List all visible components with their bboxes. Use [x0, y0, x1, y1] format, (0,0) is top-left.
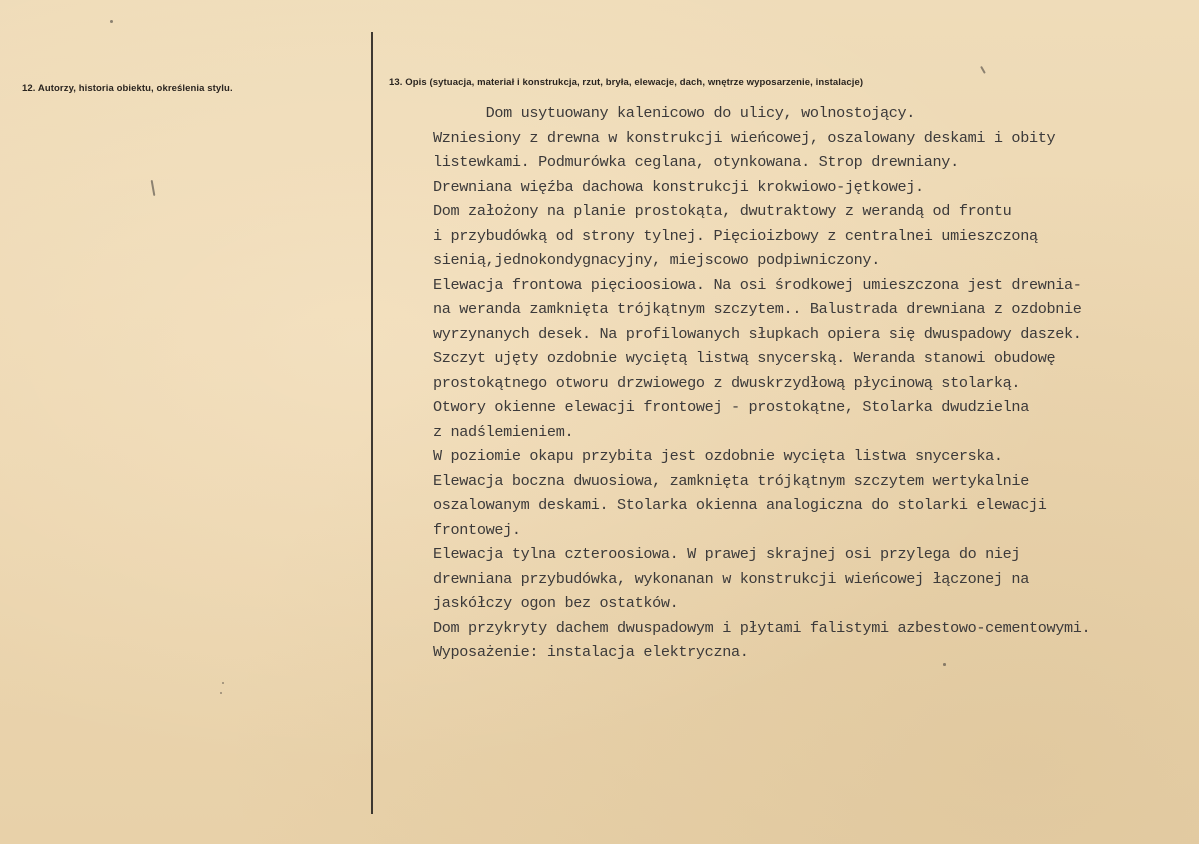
description-line: Szczyt ujęty ozdobnie wyciętą listwą snycerską. Weranda stanowi obudowę — [433, 349, 1056, 367]
description-line: Wyposażenie: instalacja elektryczna. — [433, 643, 749, 661]
description-line: Wzniesiony z drewna w konstrukcji wieńcowej, oszalowany deskami i obity — [433, 128, 1056, 147]
paper-speck — [222, 682, 224, 684]
paper-speck — [220, 692, 222, 694]
description-line: Drewniana więźba dachowa konstrukcji krokwiowo-jętkowej. — [433, 177, 924, 196]
paper-speck — [943, 663, 946, 666]
description-line: Dom przykryty dachem dwuspadowym i płytami falistymi azbestowo-cementowymi. — [433, 618, 1091, 637]
description-line: Elewacja tylna czteroosiowa. W prawej skrajnej osi przylega do niej — [433, 545, 1021, 563]
paper-speck — [110, 20, 113, 23]
description-line: Dom założony na planie prostokąta, dwutraktowy z werandą od frontu — [433, 202, 1012, 220]
description-line: W poziomie okapu przybita jest ozdobnie wycięta listwa snycerska. — [433, 447, 1003, 465]
description-line: wyrzynanych desek. Na profilowanych słupkach opiera się dwuspadowy daszek. — [433, 324, 1082, 343]
description-line: jaskółczy ogon bez ostatków. — [433, 594, 679, 612]
description-line: z nadślemieniem. — [433, 422, 574, 441]
description-line: i przybudówką od strony tylnej. Pięcioizbowy z centralnei umieszczoną — [433, 226, 1038, 245]
description-line: na weranda zamknięta trójkątnym szczytem.. Balustrada drewniana z ozdobnie — [433, 300, 1082, 318]
description-line: frontowej. — [433, 520, 521, 539]
section-13-description — [433, 101, 1198, 665]
description-line: Otwory okienne elewacji frontowej - prostokątne, Stolarka dwudzielna — [433, 398, 1029, 416]
description-line: prostokątnego otworu drzwiowego z dwuskrzydłową płycinową stolarką. — [433, 373, 1021, 392]
paper-scratch — [980, 66, 985, 74]
description-line: Elewacja frontowa pięcioosiowa. Na osi środkowej umieszczona jest drewnia- — [433, 275, 1082, 294]
description-line: listewkami. Podmurówka ceglana, otynkowana. Strop drewniany. — [433, 153, 959, 171]
description-line: Elewacja boczna dwuosiowa, zamknięta trójkątnym szczytem wertykalnie — [433, 471, 1029, 490]
paper-scratch — [151, 180, 155, 196]
column-divider — [371, 32, 373, 814]
section-12-heading: 12. Autorzy, historia obiektu, określenia stylu. — [22, 83, 233, 94]
description-line: Dom usytuowany kalenicowo do ulicy, wolnostojący. — [433, 104, 916, 122]
description-line: sienią,jednokondygnacyjny, miejscowo podpiwniczony. — [433, 251, 880, 269]
section-13-heading: 13. Opis (sytuacja, materiał i konstrukcja, rzut, bryła, elewacje, dach, wnętrze wyposarzenie, instalacje) — [389, 77, 864, 88]
description-line: drewniana przybudówka, wykonanan w konstrukcji wieńcowej łączonej na — [433, 569, 1029, 588]
description-line: oszalowanym deskami. Stolarka okienna analogiczna do stolarki elewacji — [433, 496, 1047, 514]
